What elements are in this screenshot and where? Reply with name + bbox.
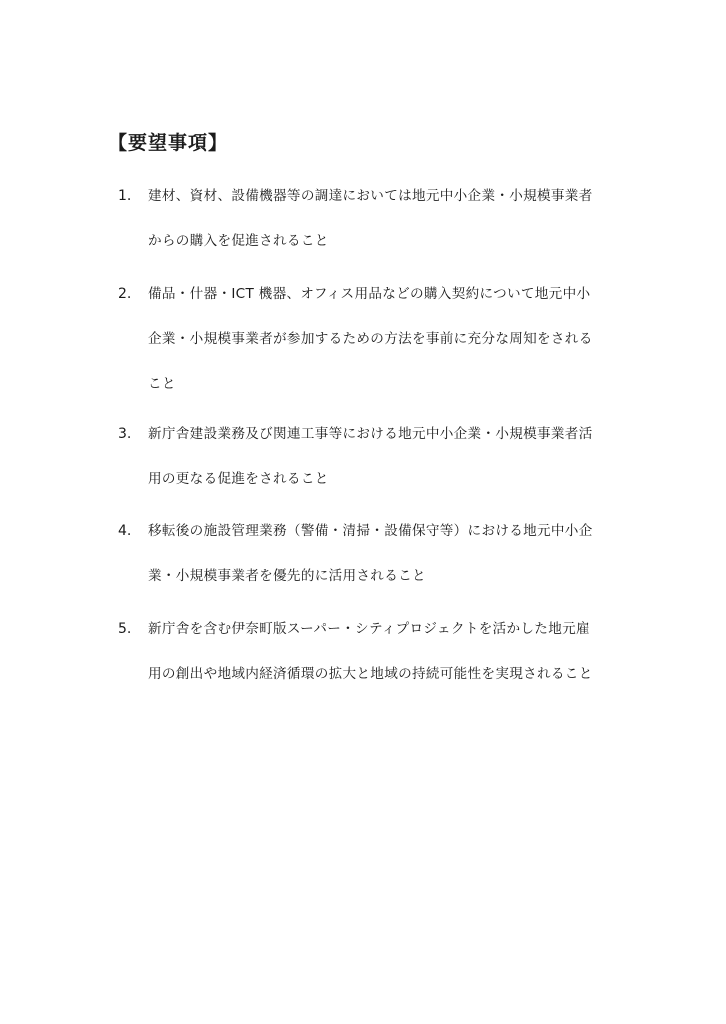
list-item-text: 建材、資材、設備機器等の調達においては地元中小企業・小規模事業者 [148, 188, 593, 204]
page-title: 【要望事項】 [108, 132, 229, 154]
list-item-text: 新庁舎建設業務及び関連工事等における地元中小企業・小規模事業者活 [148, 426, 593, 442]
list-item-text: 備品・什器・ICT 機器、オフィス用品などの購入契約について地元中小 [148, 286, 591, 302]
list-item-number: 3. [118, 426, 132, 442]
list-item-text: 用の更なる促進をされること [148, 471, 329, 487]
list-item-number: 5. [118, 621, 132, 637]
list-item-number: 2. [118, 286, 132, 302]
list-item-text: からの購入を促進されること [148, 233, 329, 249]
list-item-text: 企業・小規模事業者が参加するための方法を事前に充分な周知をされる [148, 331, 593, 347]
list-item-number: 1. [118, 188, 132, 204]
list-item-text: 業・小規模事業者を優先的に活用されること [148, 568, 426, 584]
list-item-number: 4. [118, 523, 132, 539]
list-item-text: 移転後の施設管理業務（警備・清掃・設備保守等）における地元中小企 [148, 523, 593, 539]
list-item-text: こと [148, 376, 176, 392]
list-item-text: 用の創出や地域内経済循環の拡大と地域の持続可能性を実現されること [148, 666, 593, 682]
list-item-text: 新庁舎を含む伊奈町版スーパー・シティプロジェクトを活かした地元雇 [148, 621, 590, 637]
